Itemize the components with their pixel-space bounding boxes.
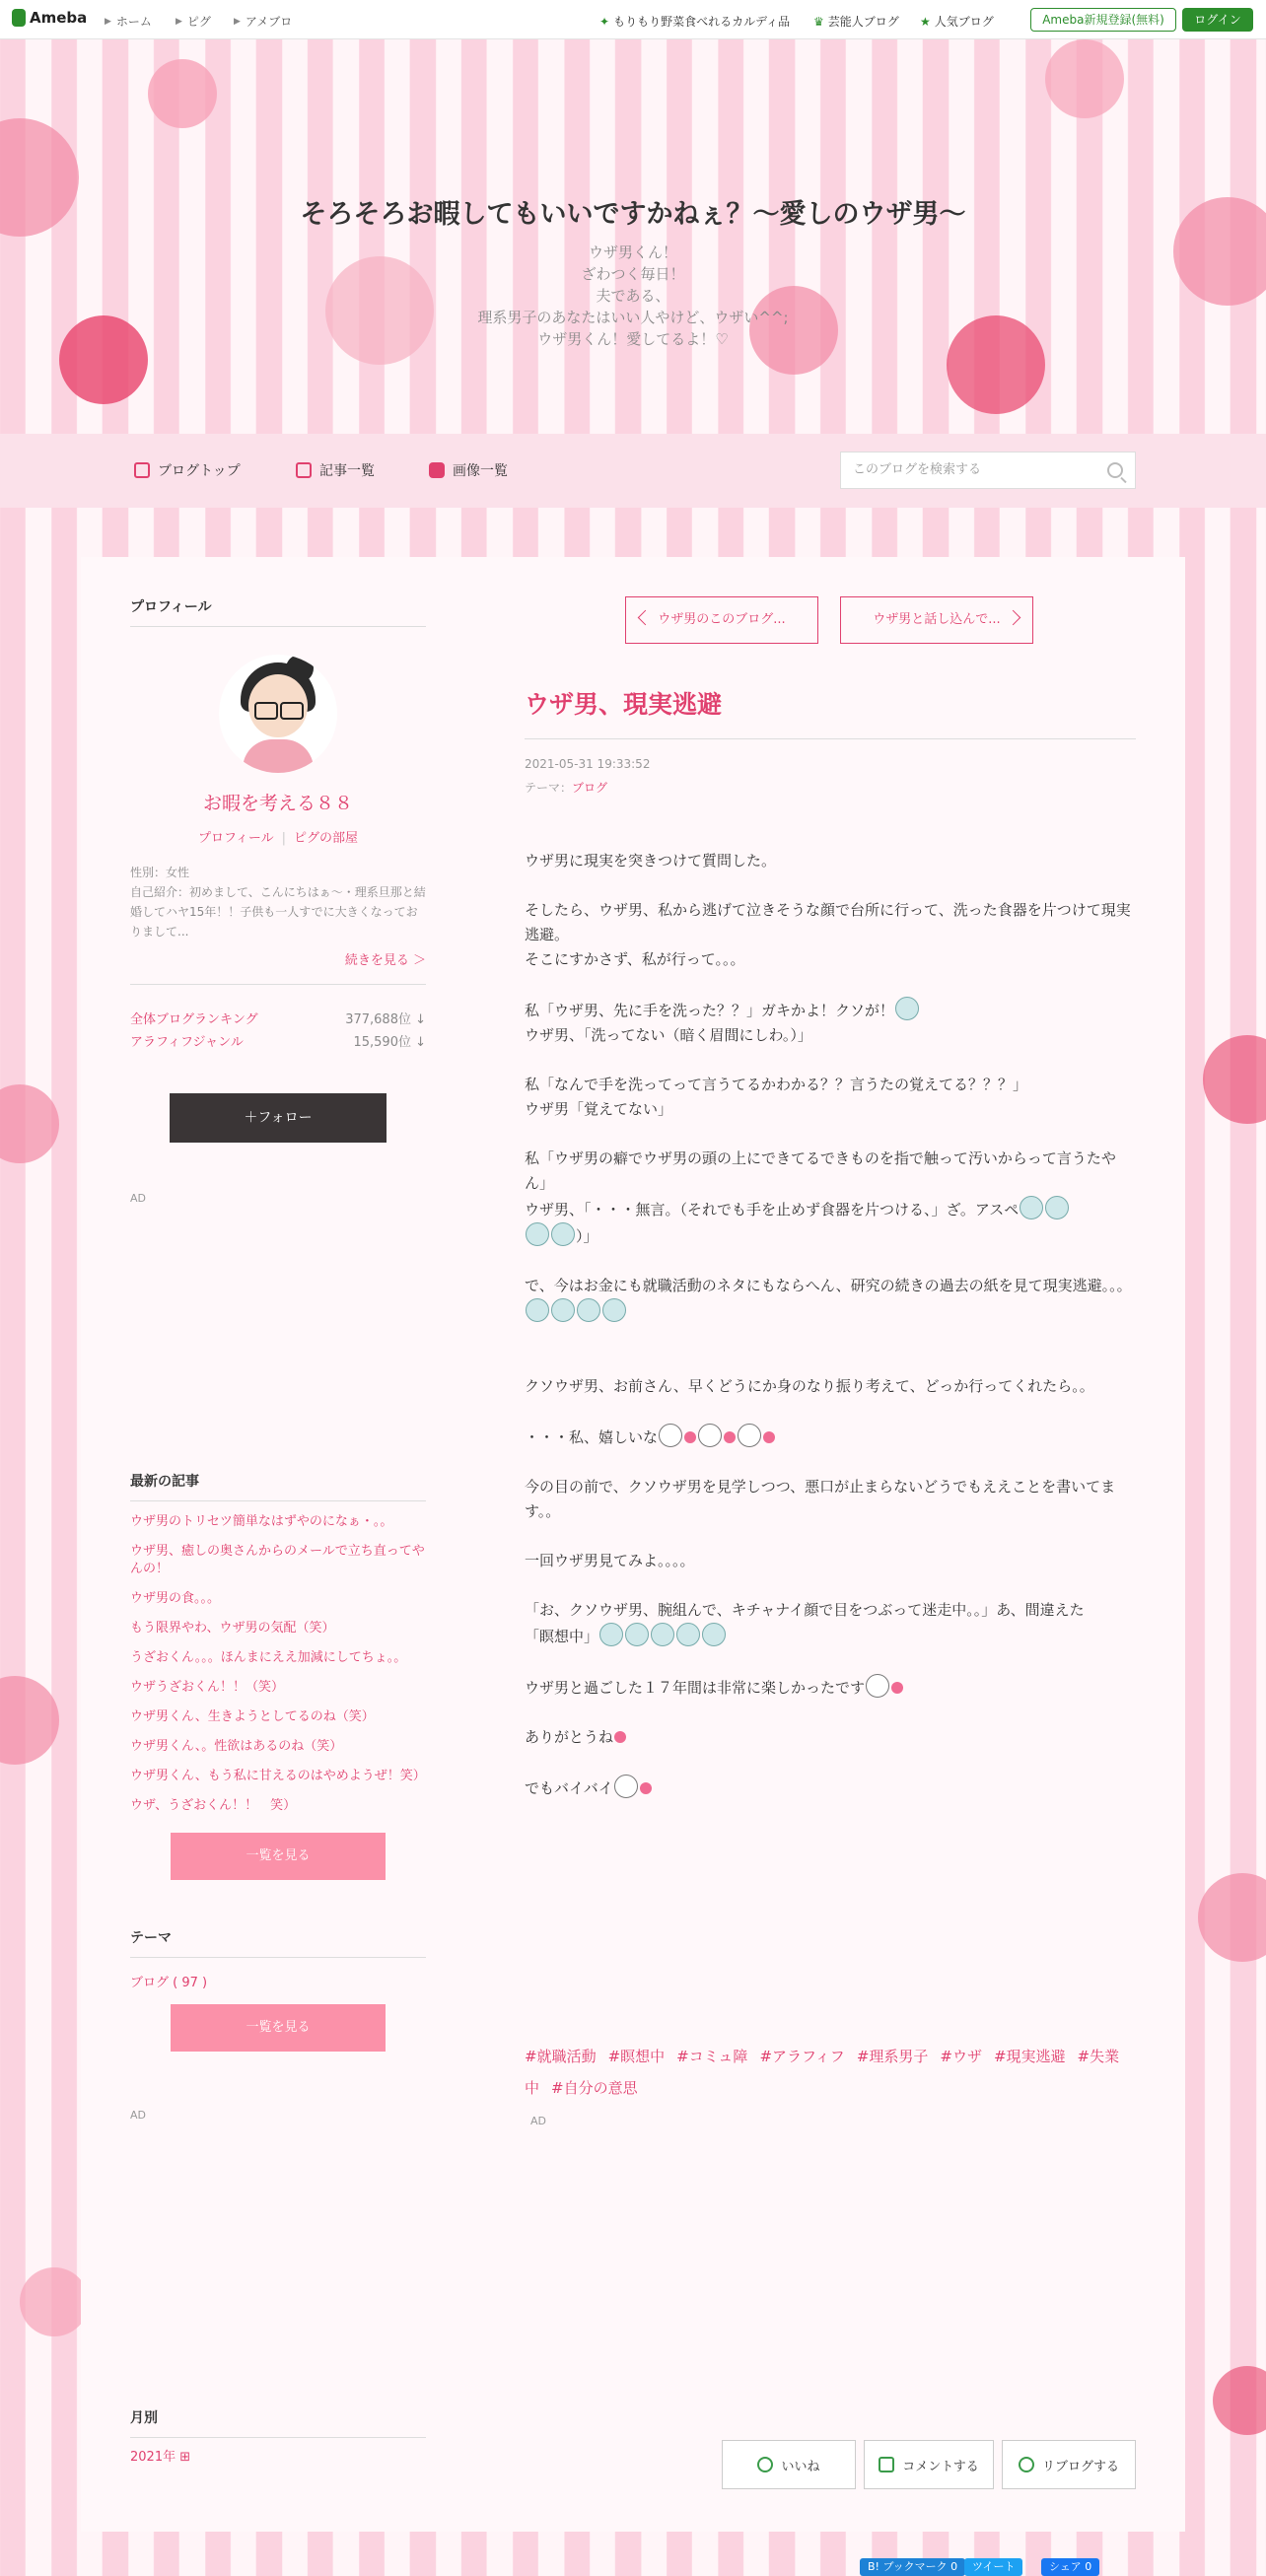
hashtag-link[interactable]: #就職活動 [525, 2048, 597, 2065]
theme-heading: テーマ [130, 1927, 426, 1958]
triangle-icon: ▶ [234, 16, 241, 27]
heart-icon [684, 1431, 696, 1443]
read-more-link: 続きを見る ＞ [130, 949, 426, 985]
flower-decoration [20, 2267, 89, 2336]
blog-title[interactable]: そろそろお暇してもいいですかねぇ？〜愛しのウザ男〜 [300, 199, 966, 230]
profile-gender: 性別：女性 [130, 866, 190, 879]
monthly-item[interactable]: 2021年 ⊞ [130, 2450, 191, 2465]
hashtag-link[interactable]: #アラフィフ [759, 2048, 845, 2065]
nav-home-link[interactable]: ▶ ホーム [105, 15, 152, 29]
emoji-icon [526, 1222, 549, 1246]
search-icon[interactable] [1107, 462, 1123, 478]
chevron-left-icon [638, 610, 654, 626]
emoji-icon [1020, 1196, 1043, 1219]
article-paragraph: 一回ウザ男見てみよ。。。。 [525, 1552, 695, 1569]
article-list-link[interactable]: 記事一覧 [296, 460, 375, 480]
article-date: 2021-05-31 19:33:52 [525, 757, 651, 771]
recent-article-item[interactable]: うざおくん。。。ほんまにええ加減にしてちょ。。 [130, 1650, 407, 1665]
tweet-button[interactable]: ツイート [964, 2558, 1022, 2576]
face-emoji-icon [698, 1424, 722, 1447]
monthly-heading: 月別 [130, 2407, 426, 2438]
nav-ameblo-link[interactable]: ▶ アメブロ [234, 15, 293, 29]
heart-icon [763, 1431, 775, 1443]
hatena-bookmark-button[interactable]: B! ブックマーク 0 [860, 2558, 965, 2576]
heart-icon [724, 1431, 736, 1443]
emoji-icon [551, 1298, 575, 1322]
ameba-top-bar [0, 0, 1266, 39]
profile-heading: プロフィール [130, 596, 426, 627]
flower-decoration [1213, 2366, 1266, 2435]
ad-space [130, 2122, 426, 2407]
profile-name[interactable]: お暇を考える８８ [202, 793, 353, 814]
article-paragraph: 私「ウザ男の癖でウザ男の頭の上にできてるできものを指で触って汚いからって言うたやん」 ウザ男、「・・・無言。（それでも手を止めず食器を片つける、」ざ。アスペ ）」 [525, 1149, 1116, 1245]
recent-articles-list [130, 1513, 426, 1815]
recent-article-item[interactable]: ウザうざおくん！！（笑） [130, 1680, 285, 1695]
star-icon: ✦ [599, 14, 610, 29]
face-emoji-icon [738, 1424, 761, 1447]
recent-article-item[interactable]: ウザ男くん、もう私に甘えるのはやめようぜ！笑） [130, 1769, 426, 1783]
document-icon [134, 462, 150, 478]
article-paragraph: ありがとうね [525, 1725, 1136, 1750]
like-button[interactable]: いいね [722, 2440, 856, 2489]
emoji-icon [526, 1298, 549, 1322]
emoji-icon [702, 1623, 726, 1646]
star-icon: ★ [920, 14, 931, 29]
emoji-icon [625, 1623, 649, 1646]
blog-header [0, 39, 1266, 434]
recent-article-item[interactable]: ウザ男、癒しの奥さんからのメールで立ち直ってやんの！ [130, 1544, 425, 1576]
article-paragraph: 「お、クソウザ男、腕組んで、キチャナイ顔で目をつぶって迷走中。。」あ、間違えた 「瞑想中」 [525, 1601, 1085, 1645]
article-paragraph: そしたら、ウザ男、私から逃げて泣きそうな顔で台所に行って、洗った食器を片つけて現実逃避。 そこにすかさず、私が行って。。。 [525, 901, 1131, 968]
avatar-body [243, 739, 314, 773]
nav-pig-link[interactable]: ▶ ピグ [176, 15, 211, 29]
hashtag-link[interactable]: #現実逃避 [993, 2048, 1066, 2065]
recent-articles-heading: 最新の記事 [130, 1471, 426, 1501]
recent-article-item[interactable]: ウザ、うざおくん！！ 笑） [130, 1798, 297, 1813]
recent-list-button[interactable]: 一覧を見る [171, 1833, 386, 1880]
image-list-link[interactable]: 画像一覧 [429, 460, 508, 480]
article-paragraph: ・・・私、嬉しいな [525, 1424, 1136, 1450]
emoji-icon [895, 997, 919, 1020]
blog-description: ウザ男くん！ ざわつく毎日！ 夫である、 理系男子のあなたはいい人やけど、ウザい^^; ウザ男くん！愛してるよ！♡ [477, 244, 789, 348]
follow-button[interactable]: ＋フォロー [170, 1093, 387, 1143]
article-theme: テーマ：ブログ [525, 781, 608, 795]
profile-intro: 自己紹介：初めまして、こんにちはぁ〜・理系旦那と結婚してハヤ15年！！子供も一人すでに大きくなっておりまして... [130, 885, 426, 939]
divider: | [281, 831, 287, 846]
triangle-icon: ▶ [105, 16, 111, 27]
article-paragraph: ウザ男に現実を突きつけて質問した。 [525, 852, 777, 870]
article-body [525, 849, 1136, 1826]
blog-nav-bar [0, 434, 1266, 508]
article-paragraph: 今の目の前で、クソウザ男を見学しつつ、悪口が止まらないどうでもええことを書いてます。。 [525, 1478, 1116, 1520]
camera-icon [429, 462, 445, 478]
ameba-logo[interactable]: Ameba [12, 9, 87, 27]
article-paragraph: 私「ウザ男、先に手を洗った？？」ガキかよ！クソが！ ウザ男、「洗ってない（暗く眉間にしわ。）」 [525, 997, 1136, 1048]
flower-decoration [0, 1676, 59, 1765]
emoji-icon [1045, 1196, 1069, 1219]
chevron-right-icon [1006, 610, 1021, 626]
flower-decoration [1198, 1873, 1266, 1962]
article-paragraph: でもバイバイ [525, 1775, 1136, 1801]
article-paragraph: クソウザ男、お前さん、早くどうにか身のなり振り考えて、どっか行ってくれたら。。 [525, 1377, 1094, 1395]
heart-icon [891, 1682, 903, 1694]
article-title[interactable]: ウザ男、現実逃避 [525, 685, 1136, 739]
flower-decoration [0, 1084, 59, 1163]
article-paragraph: ウザ男と過ごした１７年間は非常に楽しかったです [525, 1674, 1136, 1701]
hashtag-link[interactable]: #ウザ [940, 2048, 982, 2065]
recent-article-item[interactable]: ウザ男くん、生きようとしてるのね（笑） [130, 1709, 375, 1724]
hashtag-link[interactable]: #瞑想中 [607, 2048, 666, 2065]
ad-label: AD [530, 2115, 546, 2127]
blog-search-input[interactable]: このブログを検索する [840, 452, 1136, 489]
sidebar [130, 596, 426, 2465]
popular-blog-link[interactable]: ★ 人気ブログ [920, 14, 994, 29]
recent-article-item[interactable]: ウザ男の食。。。 [130, 1591, 221, 1606]
profile-link[interactable]: プロフィール [197, 831, 274, 846]
face-emoji-icon [614, 1775, 638, 1798]
ad-label: AD [130, 1192, 146, 1205]
emoji-icon [651, 1623, 674, 1646]
flower-decoration [1203, 1035, 1266, 1124]
pig-room-link[interactable]: ピグの部屋 [294, 831, 359, 846]
blog-top-link[interactable]: ブログトップ [134, 460, 241, 480]
hashtag-link[interactable]: #理系男子 [856, 2048, 929, 2065]
hashtag-link[interactable]: #失業中 [525, 2048, 1120, 2097]
theme-list-button[interactable]: 一覧を見る [171, 2004, 386, 2052]
hashtag-list [525, 2041, 1136, 2104]
comment-icon [879, 2457, 894, 2472]
heart-icon [614, 1731, 626, 1743]
avatar-glasses [254, 702, 278, 720]
ranking-genre[interactable]: アラフィフジャンル 15,590位 ↓ [130, 1035, 426, 1050]
avatar-glasses [280, 702, 304, 720]
login-button[interactable]: ログイン [1182, 8, 1253, 32]
hashtag-link[interactable]: #自分の意思 [551, 2079, 638, 2097]
face-emoji-icon [659, 1424, 682, 1447]
recent-article-item[interactable]: ウザ男のトリセツ簡単なはずやのになぁ・。。 [130, 1514, 393, 1529]
emoji-icon [602, 1298, 626, 1322]
profile-links [130, 827, 426, 846]
theme-link[interactable]: ブログ [572, 781, 608, 795]
hashtag-link[interactable]: #コミュ障 [676, 2048, 748, 2065]
article-paragraph: で、今はお金にも就職活動のネタにもならへん、研究の続きの過去の紙を見て現実逃避。。。 [525, 1274, 1136, 1325]
theme-item[interactable]: ブログ ( 97 ) [130, 1976, 208, 1990]
triangle-icon: ▶ [176, 16, 182, 27]
emoji-icon [577, 1298, 600, 1322]
avatar[interactable] [219, 655, 337, 773]
celebrity-blog-link[interactable]: ♛ 芸能人ブログ [813, 14, 899, 29]
copy-icon [296, 462, 312, 478]
reblog-button[interactable]: リブログする [1002, 2440, 1136, 2489]
ad-label: AD [130, 2109, 146, 2122]
emoji-icon [599, 1623, 623, 1646]
prev-article-button[interactable]: ウザ男のこのブログ... [625, 596, 818, 644]
ranking-overall[interactable]: 全体ブログランキング 377,688位 ↓ [130, 1012, 426, 1027]
article-paragraph: 私「なんで手を洗ってって言うてるかわかる？？言うたの覚えてる？？？」 ウザ男「覚えてない」 [525, 1076, 1028, 1118]
heart-icon [640, 1782, 652, 1794]
crown-icon: ♛ [813, 14, 824, 29]
reblog-icon [1019, 2457, 1034, 2472]
facebook-share-button[interactable]: シェア 0 [1041, 2558, 1099, 2576]
content-container [81, 557, 1185, 2573]
comment-button[interactable]: コメントする [864, 2440, 994, 2489]
next-article-button[interactable]: ウザ男と話し込んで... [840, 596, 1033, 644]
face-emoji-icon [866, 1674, 889, 1698]
smile-icon [757, 2457, 773, 2472]
emoji-icon [551, 1222, 575, 1246]
emoji-icon [676, 1623, 700, 1646]
recent-article-item[interactable]: ウザ男くん、。性欲はあるのね（笑） [130, 1739, 343, 1754]
promo-link[interactable]: ✦ もりもり野菜食べれるカルディ品 [599, 14, 791, 29]
ad-space [130, 1205, 426, 1471]
recent-article-item[interactable]: もう限界やわ、ウザ男の気配（笑） [130, 1621, 335, 1636]
register-button[interactable]: Ameba新規登録(無料) [1030, 8, 1176, 32]
ameba-logo-icon [12, 9, 26, 27]
